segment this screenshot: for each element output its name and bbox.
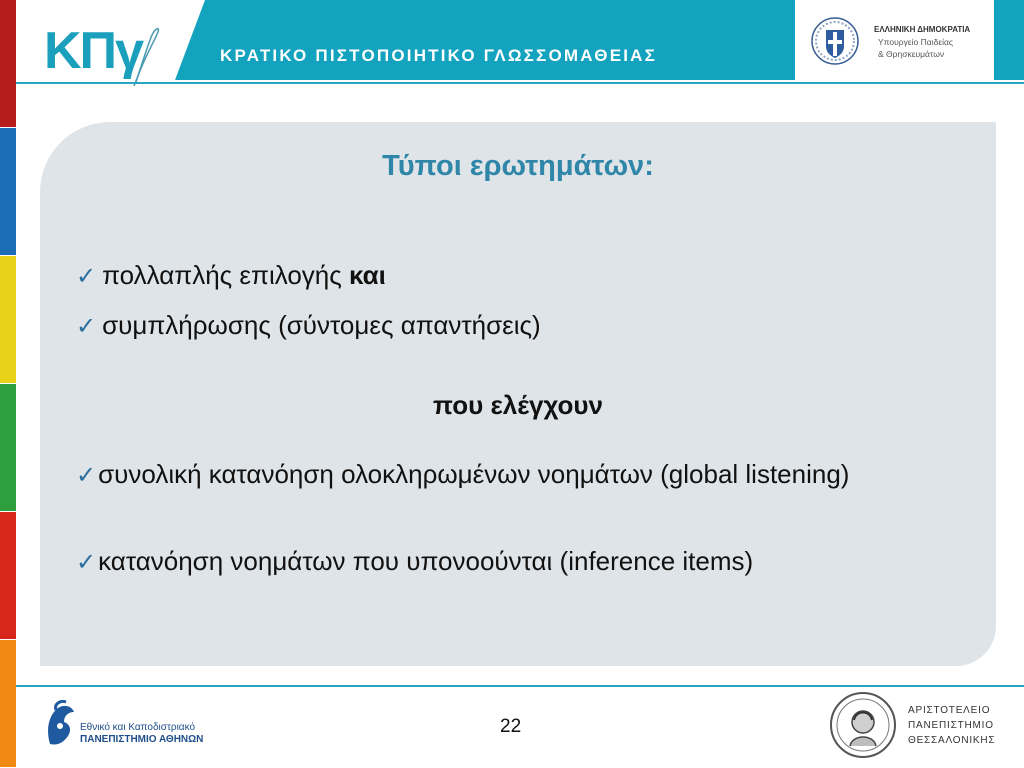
bullet-inference-text: κατανόηση νοημάτων που υπονοούνται (inference items) (98, 546, 754, 576)
check-icon: ✓ (76, 462, 97, 489)
header-banner-end (994, 0, 1024, 80)
bullet-multiple-choice-bold: και (349, 260, 386, 290)
bullet-global-listening-text: συνολική κατανόηση ολοκληρωμένων νοημάτων (global listening) (98, 459, 850, 489)
footer-divider (16, 685, 1024, 687)
auth-logo (828, 690, 1018, 760)
bullet-completion-text: συμπλήρωσης (σύντομες απαντήσεις) (102, 310, 541, 340)
government-line1: ΕΛΛΗΝΙΚΗ ΔΗΜΟΚΡΑΤΙΑ (874, 25, 971, 34)
auth-line3: ΘΕΣΣΑΛΟΝΙΚΗΣ (908, 735, 996, 746)
uoa-line2: ΠΑΝΕΠΙΣΤΗΜΙΟ ΑΘΗΝΩΝ (80, 734, 204, 745)
athena-helmet-icon (44, 700, 78, 748)
auth-line2: ΠΑΝΕΠΙΣΤΗΜΙΟ (908, 720, 994, 731)
check-icon: ✓ (76, 263, 97, 290)
auth-line1: ΑΡΙΣΤΟΤΕΛΕΙΟ (908, 705, 991, 716)
bullet-global-listening (76, 455, 974, 495)
header-title: ΚΡΑΤΙΚΟ ΠΙΣΤΟΠΟΙΗΤΙΚΟ ΓΛΩΣΣΟΜΑΘΕΙΑΣ (220, 46, 658, 65)
header-divider (16, 82, 1024, 84)
government-line3: & Θρησκευμάτων (878, 49, 945, 59)
bullet-multiple-choice (76, 257, 386, 295)
check-icon: ✓ (76, 313, 97, 340)
uoa-logo (44, 700, 244, 750)
header-banner (175, 0, 795, 80)
check-icon: ✓ (76, 549, 97, 576)
aristotle-seal-icon (828, 690, 898, 760)
page-number: 22 (500, 716, 522, 737)
sub-heading: που ελέγχουν (433, 390, 603, 420)
bullet-inference (76, 543, 753, 581)
government-logo (796, 0, 994, 80)
kpg-logo-text: ΚΠγ (44, 22, 143, 80)
uoa-line1: Εθνικό και Καποδιστριακό (80, 722, 196, 733)
slide-title: Τύποι ερωτημάτων: (382, 150, 654, 182)
bullet-completion (76, 307, 541, 345)
greek-emblem-icon (810, 16, 860, 66)
color-stripe (0, 0, 16, 768)
bullet-multiple-choice-text: πολλαπλής επιλογής (102, 260, 350, 290)
government-line2: Υπουργείο Παιδείας (878, 37, 954, 47)
